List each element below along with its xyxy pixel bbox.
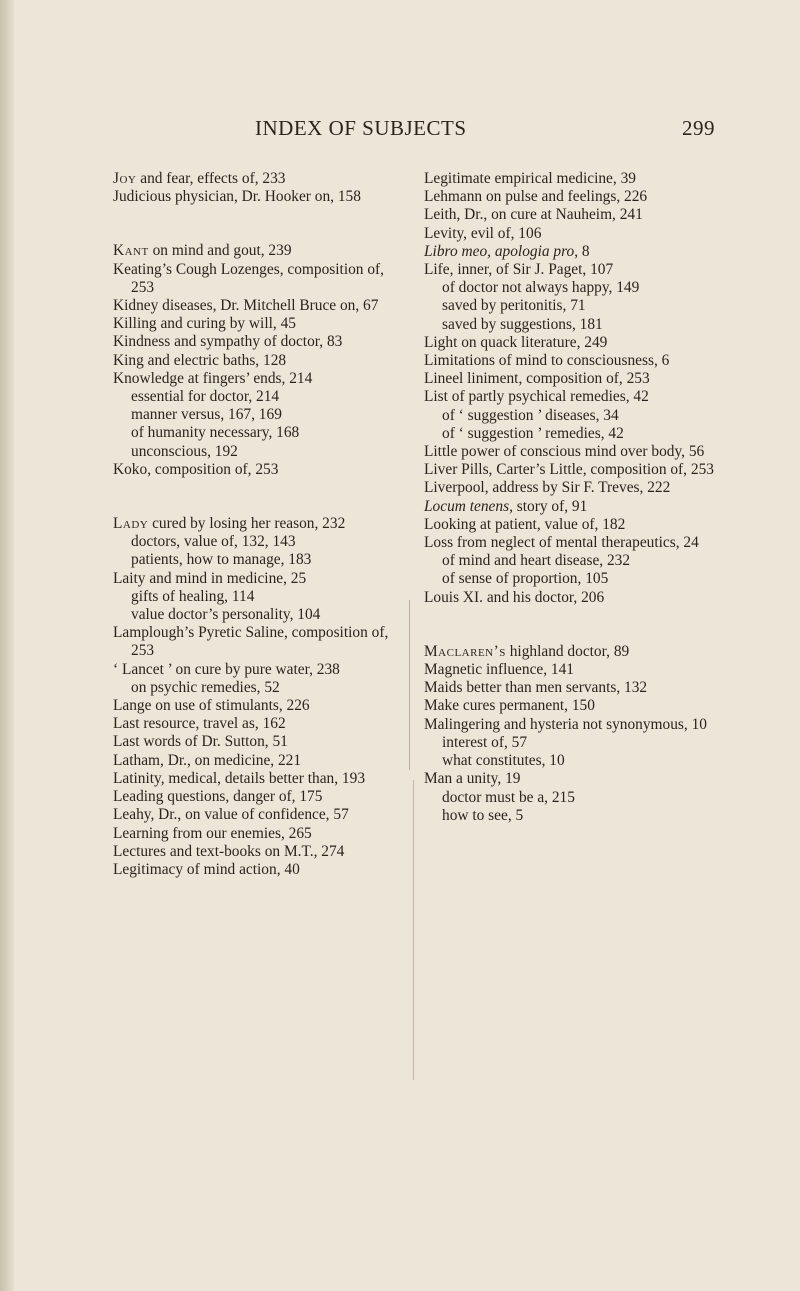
index-entry: [113, 570, 395, 588]
index-entry: [424, 570, 716, 588]
entry-text: value doctor’s personality, 104: [131, 606, 321, 624]
index-entry: [424, 679, 716, 697]
entry-lead-word: Kant: [113, 242, 149, 260]
index-entry: [424, 443, 716, 461]
index-entry: [424, 188, 716, 206]
entry-text: of doctor not always happy, 149: [442, 279, 640, 297]
entry-text: of ‘ suggestion ’ diseases, 34: [442, 406, 619, 424]
entry-text: Magnetic influence, 141: [424, 661, 575, 679]
index-entry: [424, 279, 716, 297]
index-entry: [113, 843, 395, 861]
index-entry: [424, 752, 716, 770]
index-entry: [424, 770, 716, 788]
index-entry: [113, 661, 395, 679]
index-entry: [113, 370, 395, 388]
entry-text: doctor must be a, 215: [442, 788, 575, 806]
index-entry: [113, 261, 395, 297]
index-entry: [424, 661, 716, 679]
entry-text: Knowledge at fingers’ ends, 214: [113, 369, 313, 387]
index-entry: [113, 861, 395, 879]
index-entry: [113, 170, 395, 188]
entry-lead-word: Maclaren’s: [424, 642, 506, 660]
index-entry: [424, 407, 716, 425]
index-entry: [424, 461, 716, 479]
index-entry: [424, 425, 716, 443]
entry-text: Latham, Dr., on medicine, 221: [113, 751, 302, 769]
entry-text: Louis XI. and his doctor, 206: [424, 588, 605, 606]
entry-text: Make cures permanent, 150: [424, 697, 595, 715]
index-entry: [113, 788, 395, 806]
entry-italic-text: Locum tenens: [424, 497, 510, 515]
entry-text: of sense of proportion, 105: [442, 570, 609, 588]
entry-text: and fear, effects of, 233: [136, 170, 286, 187]
entry-text: Liver Pills, Carter’s Little, composition of, 253: [424, 461, 714, 479]
index-entry: [424, 734, 716, 752]
index-entry: [424, 589, 716, 607]
index-entry: [424, 789, 716, 807]
index-column-left: [113, 170, 395, 879]
entry-text: Legitimacy of mind action, 40: [113, 860, 300, 878]
index-entry: [113, 770, 395, 788]
index-entry: [424, 534, 716, 552]
entry-text: Loss from neglect of mental therapeutics, 24: [424, 534, 699, 552]
entry-text: List of partly psychical remedies, 42: [424, 388, 649, 406]
entry-text: manner versus, 167, 169: [131, 406, 282, 424]
entry-text: Killing and curing by will, 45: [113, 315, 296, 333]
entry-text: on mind and gout, 239: [148, 242, 292, 260]
index-entry: [113, 679, 395, 697]
index-entry: [424, 388, 716, 406]
entry-text: highland doctor, 89: [505, 642, 630, 660]
column-rule: [409, 600, 410, 770]
entry-text: Latinity, medical, details better than, 193: [113, 769, 366, 787]
entry-text: Lineel liniment, composition of, 253: [424, 370, 650, 388]
index-entry: [113, 333, 395, 351]
entry-text: Laity and mind in medicine, 25: [113, 569, 307, 587]
entry-text: of mind and heart disease, 232: [442, 552, 631, 570]
index-entry: [113, 515, 395, 533]
entry-text: Levity, evil of, 106: [424, 224, 542, 242]
index-entry: [113, 388, 395, 406]
entry-text: Leahy, Dr., on value of confidence, 57: [113, 806, 349, 824]
entry-text: essential for doctor, 214: [131, 388, 280, 406]
index-column-right: [424, 170, 716, 825]
index-entry: [424, 643, 716, 661]
index-entry: [424, 334, 716, 352]
index-entry: [424, 516, 716, 534]
entry-text: Learning from our enemies, 265: [113, 824, 312, 842]
entry-text: gifts of healing, 114: [131, 587, 255, 605]
index-entry: [113, 588, 395, 606]
entry-text: Liverpool, address by Sir F. Treves, 222: [424, 479, 671, 497]
index-entry: [113, 752, 395, 770]
index-entry: [113, 242, 395, 260]
entry-text: interest of, 57: [442, 733, 528, 751]
entry-text: Light on quack literature, 249: [424, 333, 608, 351]
index-entry: [424, 370, 716, 388]
entry-lead-word: Joy: [113, 170, 137, 187]
entry-text: what constitutes, 10: [442, 752, 565, 770]
entry-text: Kindness and sympathy of doctor, 83: [113, 333, 343, 351]
index-entry: [113, 733, 395, 751]
entry-text: Lange on use of stimulants, 226: [113, 697, 310, 715]
page-number: 299: [682, 116, 715, 140]
entry-text: of humanity necessary, 168: [131, 424, 300, 442]
entry-text: Koko, composition of, 253: [113, 460, 279, 478]
index-entry: [113, 352, 395, 370]
entry-text: King and electric baths, 128: [113, 351, 287, 369]
entry-text: Limitations of mind to consciousness, 6: [424, 352, 670, 370]
entry-text: Judicious physician, Dr. Hooker on, 158: [113, 188, 361, 206]
index-entry: [424, 716, 716, 734]
entry-text: Lehmann on pulse and feelings, 226: [424, 188, 648, 206]
index-entry: [424, 206, 716, 224]
entry-text: of ‘ suggestion ’ remedies, 42: [442, 424, 624, 442]
index-entry: [113, 424, 395, 442]
index-entry: [113, 461, 395, 479]
entry-text: saved by peritonitis, 71: [442, 297, 586, 315]
index-entry: [113, 825, 395, 843]
index-entry: [113, 188, 395, 206]
index-entry: [424, 225, 716, 243]
index-entry: [113, 406, 395, 424]
index-entry: [424, 697, 716, 715]
entry-text: , 8: [574, 242, 590, 260]
entry-text: on psychic remedies, 52: [131, 678, 280, 696]
index-entry: [113, 715, 395, 733]
index-entry: [113, 551, 395, 569]
index-entry: [113, 297, 395, 315]
index-entry: [113, 533, 395, 551]
entry-italic-text: Libro meo, apologia pro: [424, 242, 575, 260]
index-entry: [113, 806, 395, 824]
entry-text: Leith, Dr., on cure at Nauheim, 241: [424, 206, 643, 224]
entry-text: Man a unity, 19: [424, 770, 521, 788]
entry-text: Malingering and hysteria not synonymous, 10: [424, 715, 707, 733]
index-entry: [424, 552, 716, 570]
entry-text: Leading questions, danger of, 175: [113, 788, 323, 806]
entry-text: Looking at patient, value of, 182: [424, 515, 626, 533]
entry-text: ‘ Lancet ’ on cure by pure water, 238: [113, 660, 340, 678]
entry-text: Keating’s Cough Lozenges, composition of, 253: [113, 260, 385, 296]
entry-text: patients, how to manage, 183: [131, 551, 312, 569]
entry-text: Lamplough’s Pyretic Saline, composition of, 253: [113, 624, 389, 660]
entry-text: Lectures and text-books on M.T., 274: [113, 842, 345, 860]
page-title: INDEX OF SUBJECTS: [255, 116, 467, 140]
index-entry: [113, 315, 395, 333]
entry-text: Legitimate empirical medicine, 39: [424, 170, 636, 187]
entry-text: Last words of Dr. Sutton, 51: [113, 733, 288, 751]
index-entry: [424, 243, 716, 261]
page-edge: [0, 0, 14, 1291]
index-entry: [424, 352, 716, 370]
index-entry: [113, 443, 395, 461]
index-entry: [424, 316, 716, 334]
index-entry: [113, 697, 395, 715]
column-rule-lower: [413, 780, 414, 1080]
entry-text: Little power of conscious mind over body, 56: [424, 443, 705, 461]
entry-text: Last resource, travel as, 162: [113, 715, 286, 733]
entry-text: unconscious, 192: [131, 442, 238, 460]
index-entry: [424, 170, 716, 188]
index-entry: [113, 606, 395, 624]
entry-text: doctors, value of, 132, 143: [131, 533, 296, 551]
entry-text: how to see, 5: [442, 806, 524, 824]
index-entry: [424, 807, 716, 825]
entry-text: , story of, 91: [509, 497, 588, 515]
index-entry: [424, 261, 716, 279]
entry-text: Maids better than men servants, 132: [424, 679, 648, 697]
index-entry: [424, 479, 716, 497]
entry-text: cured by losing her reason, 232: [148, 515, 346, 533]
index-entry: [424, 297, 716, 315]
entry-text: saved by suggestions, 181: [442, 315, 603, 333]
index-entry: [113, 624, 395, 660]
entry-lead-word: Lady: [113, 515, 149, 533]
entry-text: Kidney diseases, Dr. Mitchell Bruce on, 67: [113, 297, 379, 315]
entry-text: Life, inner, of Sir J. Paget, 107: [424, 261, 614, 279]
index-entry: [424, 498, 716, 516]
